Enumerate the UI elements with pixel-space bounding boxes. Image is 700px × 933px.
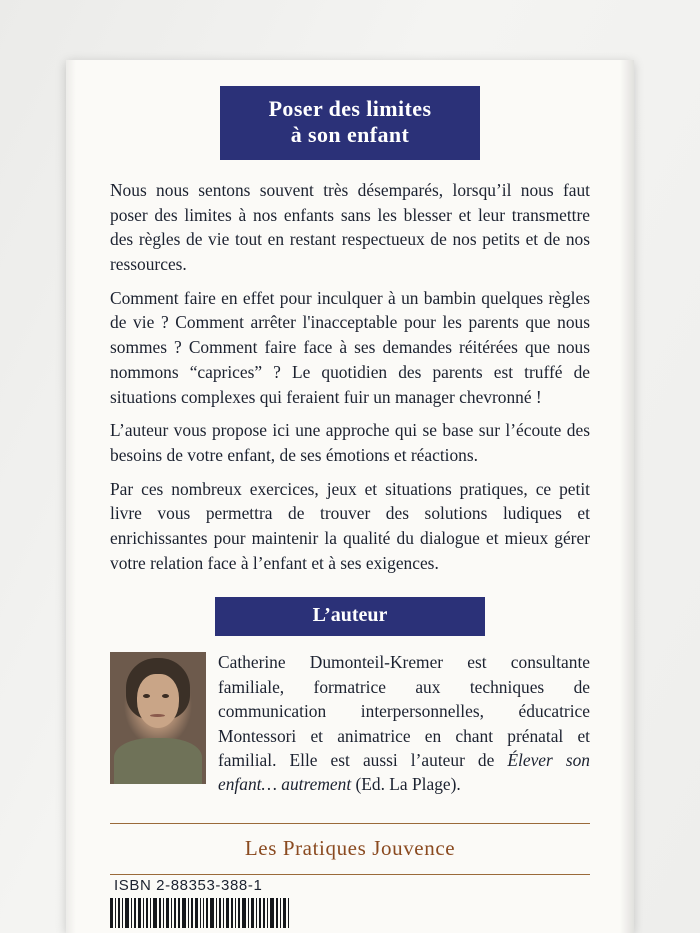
divider-bottom	[110, 874, 590, 875]
author-block	[110, 650, 590, 796]
title-line-1: Poser des limites	[268, 96, 432, 121]
barcode	[110, 898, 340, 928]
blurb-paragraph-3: L’auteur vous propose ici une approche qui se base sur l’écoute des besoins de votre enfant, de ses émotions et réactions.	[110, 420, 590, 465]
series-line: Les Pratiques Jouvence	[244, 835, 456, 860]
blurb-paragraph-4: Par ces nombreux exercices, jeux et situations pratiques, ce petit livre vous permettra de trouver des solutions ludiques et enrichissantes pour maintenir la qualité du dialogue et mieux gérer votre relation face à l’enfant et à ses exigences.	[110, 478, 590, 573]
title-banner	[220, 86, 480, 160]
author-photo	[110, 652, 206, 784]
author-banner: L’auteur	[215, 597, 485, 636]
blurb-paragraph-2: Comment faire en effet pour inculquer à un bambin quelques règles de vie ? Comment arrêter l'inacceptable pour les parents que nous sommes ? Comment faire face à ses demandes réitérées que nous nommons “caprices” ? Le quotidien des parents est truffé de situations complexes qui feraient fuir un manager chevronné !	[110, 287, 590, 407]
author-bio-title: Élever son enfant… autrement	[218, 749, 591, 795]
author-bio-main: Catherine Dumonteil-Kremer est consultante familiale, formatrice aux techniques de communication interpersonnelles, éducatrice Montessori et animatrice en chant prénatal et familial. Elle est aussi l’auteur de	[218, 652, 590, 770]
author-photo-shoulders	[114, 738, 202, 784]
author-photo-face	[137, 674, 179, 728]
cover-content	[66, 86, 634, 875]
author-bio-end: (Ed. La Plage).	[351, 774, 461, 795]
blurb-text	[110, 178, 590, 576]
book-back-cover	[66, 60, 634, 933]
isbn-area	[110, 877, 340, 933]
blurb-paragraph-1: Nous nous sentons souvent très désemparés, lorsqu’il nous faut poser des limites à nos enfants sans les blesser et leur transmettre des règles de vie tout en restant respectueux de nos petits et de nos ressources.	[110, 179, 590, 275]
title-line-2: à son enfant	[290, 121, 410, 147]
isbn-text: ISBN 2-88353-388-1	[114, 877, 263, 894]
